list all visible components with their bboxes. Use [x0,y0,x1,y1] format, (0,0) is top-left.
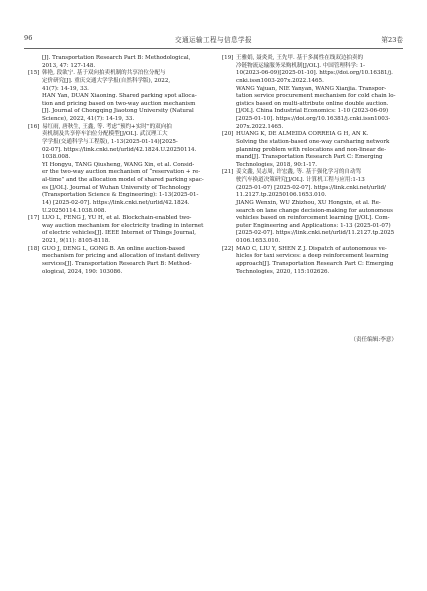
reference-entry [28,215,204,246]
reference-line: ological, 2024, 190: 103086. [42,268,123,275]
reference-line: 定价研究[J]. 重庆交通大学学报(自然科学版), 2022, [42,77,171,84]
reference-line: 韩艳, 段欲宁. 基于双向拍卖机制的共享泊位分配与 [42,70,166,77]
reference-entry [222,131,398,169]
reference-line: YI Hongyu, TANG Qiusheng, WANG Xin, et al. Consid- [42,161,195,168]
reference-number: [22] [222,245,234,252]
reference-line: Technologies, 2020, 115:102626. [236,268,330,275]
reference-line: mechanism for pricing and allocation of instant delivery [42,253,200,260]
reference-column-right [222,55,398,276]
reference-text [236,131,398,169]
page-number: 96 [24,34,33,42]
reference-line: approach[J]. Transportation Research Part C: Emerging [236,260,394,267]
reference-number: [17] [28,215,40,222]
reference-line: 14) [2025-02-07]. https://link.cnki.net/urlid/42.1824. [42,199,190,206]
reference-line: (Transportation Science & Engineering): 1-13(2025-01- [42,192,199,199]
reference-number: [15] [28,70,40,77]
reference-line: planning problem with relocations and non-linear de- [236,146,387,153]
reference-line: tion and pricing based on two-way auction mechanism [42,100,196,107]
reference-line: WANG Yajuan, NIE Yanyan, WANG Xianjia. Transpor- [236,85,387,92]
reference-number: [16] [28,123,40,130]
reference-line: mand[J]. Transportation Research Part C: Emerging [236,154,383,161]
reference-line: [J]. Journal of Chongqing Jiaotong University (Natural [42,108,194,115]
reference-line: Solving the station-based one-way carsharing network [236,138,390,145]
reference-line: 冷链物流运输服务采购机制[J/OL]. 中国管理科学: 1- [236,62,366,69]
reference-line: 卖机制及共享停车泊位分配模型[J/OL]. 武汉理工大 [42,131,168,138]
reference-line: [J/OL]. China Industrial Economics: 1-10 (2023-06-09) [236,108,389,115]
running-header [24,34,403,46]
reference-number: [20] [222,131,234,138]
reference-line: hicles for taxi services: a deep reinforcement learning [236,253,389,260]
reference-line: way auction mechanism for electricity trading in internet [42,222,204,229]
reference-number [28,55,42,70]
reference-line: al-time” and the allocation model of shared parking spac- [42,177,204,183]
reference-line: vehicles based on reinforcement learning [J/OL]. Com- [236,215,390,222]
reference-line: Technologies, 2018, 90:1-17. [236,161,318,168]
reference-text [236,246,398,277]
reference-number: [18] [28,245,40,252]
reference-text [42,124,204,216]
reference-line: 10(2023-06-09)[2025-01-10]. https://doi.org/10.16381/j. [236,70,393,77]
reference-line: cnki.issn1003-207x.2022.1465. [236,77,324,84]
reference-text [42,215,204,246]
reference-entry [222,246,398,277]
reference-text [236,55,398,131]
reference-entry [28,124,204,216]
reference-line: services[J]. Transportation Research Part B: Method- [42,260,192,267]
reference-line: 2013, 47: 127-148. [42,62,96,69]
reference-line: 11.2127.tp.20250106.1653.010. [236,192,327,199]
reference-text [42,55,204,70]
reference-line: HAN Yan, DUAN Xiaoning. Shared parking spot alloca- [42,93,197,100]
reference-number: [21] [222,169,234,176]
reference-line: 王雅娟, 聂炎炎, 王先甲. 基于多属性在线双边拍卖的 [236,55,364,61]
reference-line: 2021, 9(11): 8105-8118. [42,238,111,244]
reference-line: [2025-01-10]. https://doi.org/10.16381/j.cnki.issn1003- [236,116,391,122]
reference-text [42,246,204,277]
reference-line: Science), 2022, 41(7): 14-19, 33. [42,116,135,122]
reference-line: of electric vehicles[J]. IEEE Internet of Things Journal, [42,230,196,237]
reference-line: tation service procurement mechanism for cold chain lo- [236,93,396,100]
reference-line: [J]. Transportation Research Part B: Methodological, [42,55,191,61]
reference-line: puter Engineering and Applications: 1-13 (2025-01-07) [236,222,391,229]
reference-line: U.20250114.1038.008. [42,207,107,214]
reference-line: [2025-02-07]. https://link.cnki.net/urlid/11.2127.tp.2025 [236,230,395,237]
volume-label: 第23卷 [381,36,403,44]
header-rule [24,48,403,49]
reference-entry [28,70,204,123]
reference-line: 207x.2022.1465. [236,123,284,130]
reference-line: 0106.1653.010. [236,238,281,244]
reference-line: gistics based on multi-attribute online double auction. [236,100,389,107]
reference-entry [222,169,398,245]
reference-text [236,169,398,245]
reference-line: 1038.008. [42,154,71,161]
reference-line: 学学报(交通科学与工程版), 1-13(2025-01-14)[2025- [42,138,178,145]
reference-line: HUANG K, DE ALMEIDA CORREIA G H, AN K. [236,131,369,138]
reference-line: 41(7): 14-19, 33. [42,85,89,92]
reference-line: search on lane change decision-making for autonomous [236,207,393,214]
editor-note: （责任编辑:李意） [350,337,397,343]
reference-line: 02-07]. https://link.cnki.net/urlid/42.1824.U.20250114. [42,146,197,153]
journal-title: 交通运输工程与信息学报 [175,36,252,44]
reference-line: 驶汽车换道决策研究[J/OL]. 计算机工程与应用:1-13 [236,177,365,183]
reference-line: er the two-way auction mechanism of “reservation + re- [42,169,201,176]
reference-line: LUO L, FENG J, YU H, et al. Blockchain-enabled two- [42,215,192,222]
reference-line: GUO J, DENG L, GONG B. An online auction-based [42,245,185,252]
reference-entry [28,246,204,277]
reference-number: [19] [222,55,234,61]
reference-entry [222,55,398,131]
reference-line: 姜文鑫, 吴志周, 许宏鑫, 等. 基于强化学习的自动驾 [236,169,362,176]
reference-line: es [J/OL]. Journal of Wuhan University of Technology [42,184,191,191]
reference-text [42,70,204,123]
reference-column-left [28,55,204,276]
reference-line: JIANG Wenxin, WU Zhizhou, XU Hongxin, et al. Re- [236,199,381,206]
reference-line: (2025-01-07) [2025-02-07]. https://link.cnki.net/urlid/ [236,184,386,191]
reference-line: 易红雨, 唐秋生, 王鑫, 等. 考虑“预约+实时”的双向拍 [42,123,172,130]
reference-line: MAO C, LIU Y, SHEN Z J. Dispatch of autonomous ve- [236,245,387,252]
reference-entry [28,55,204,70]
